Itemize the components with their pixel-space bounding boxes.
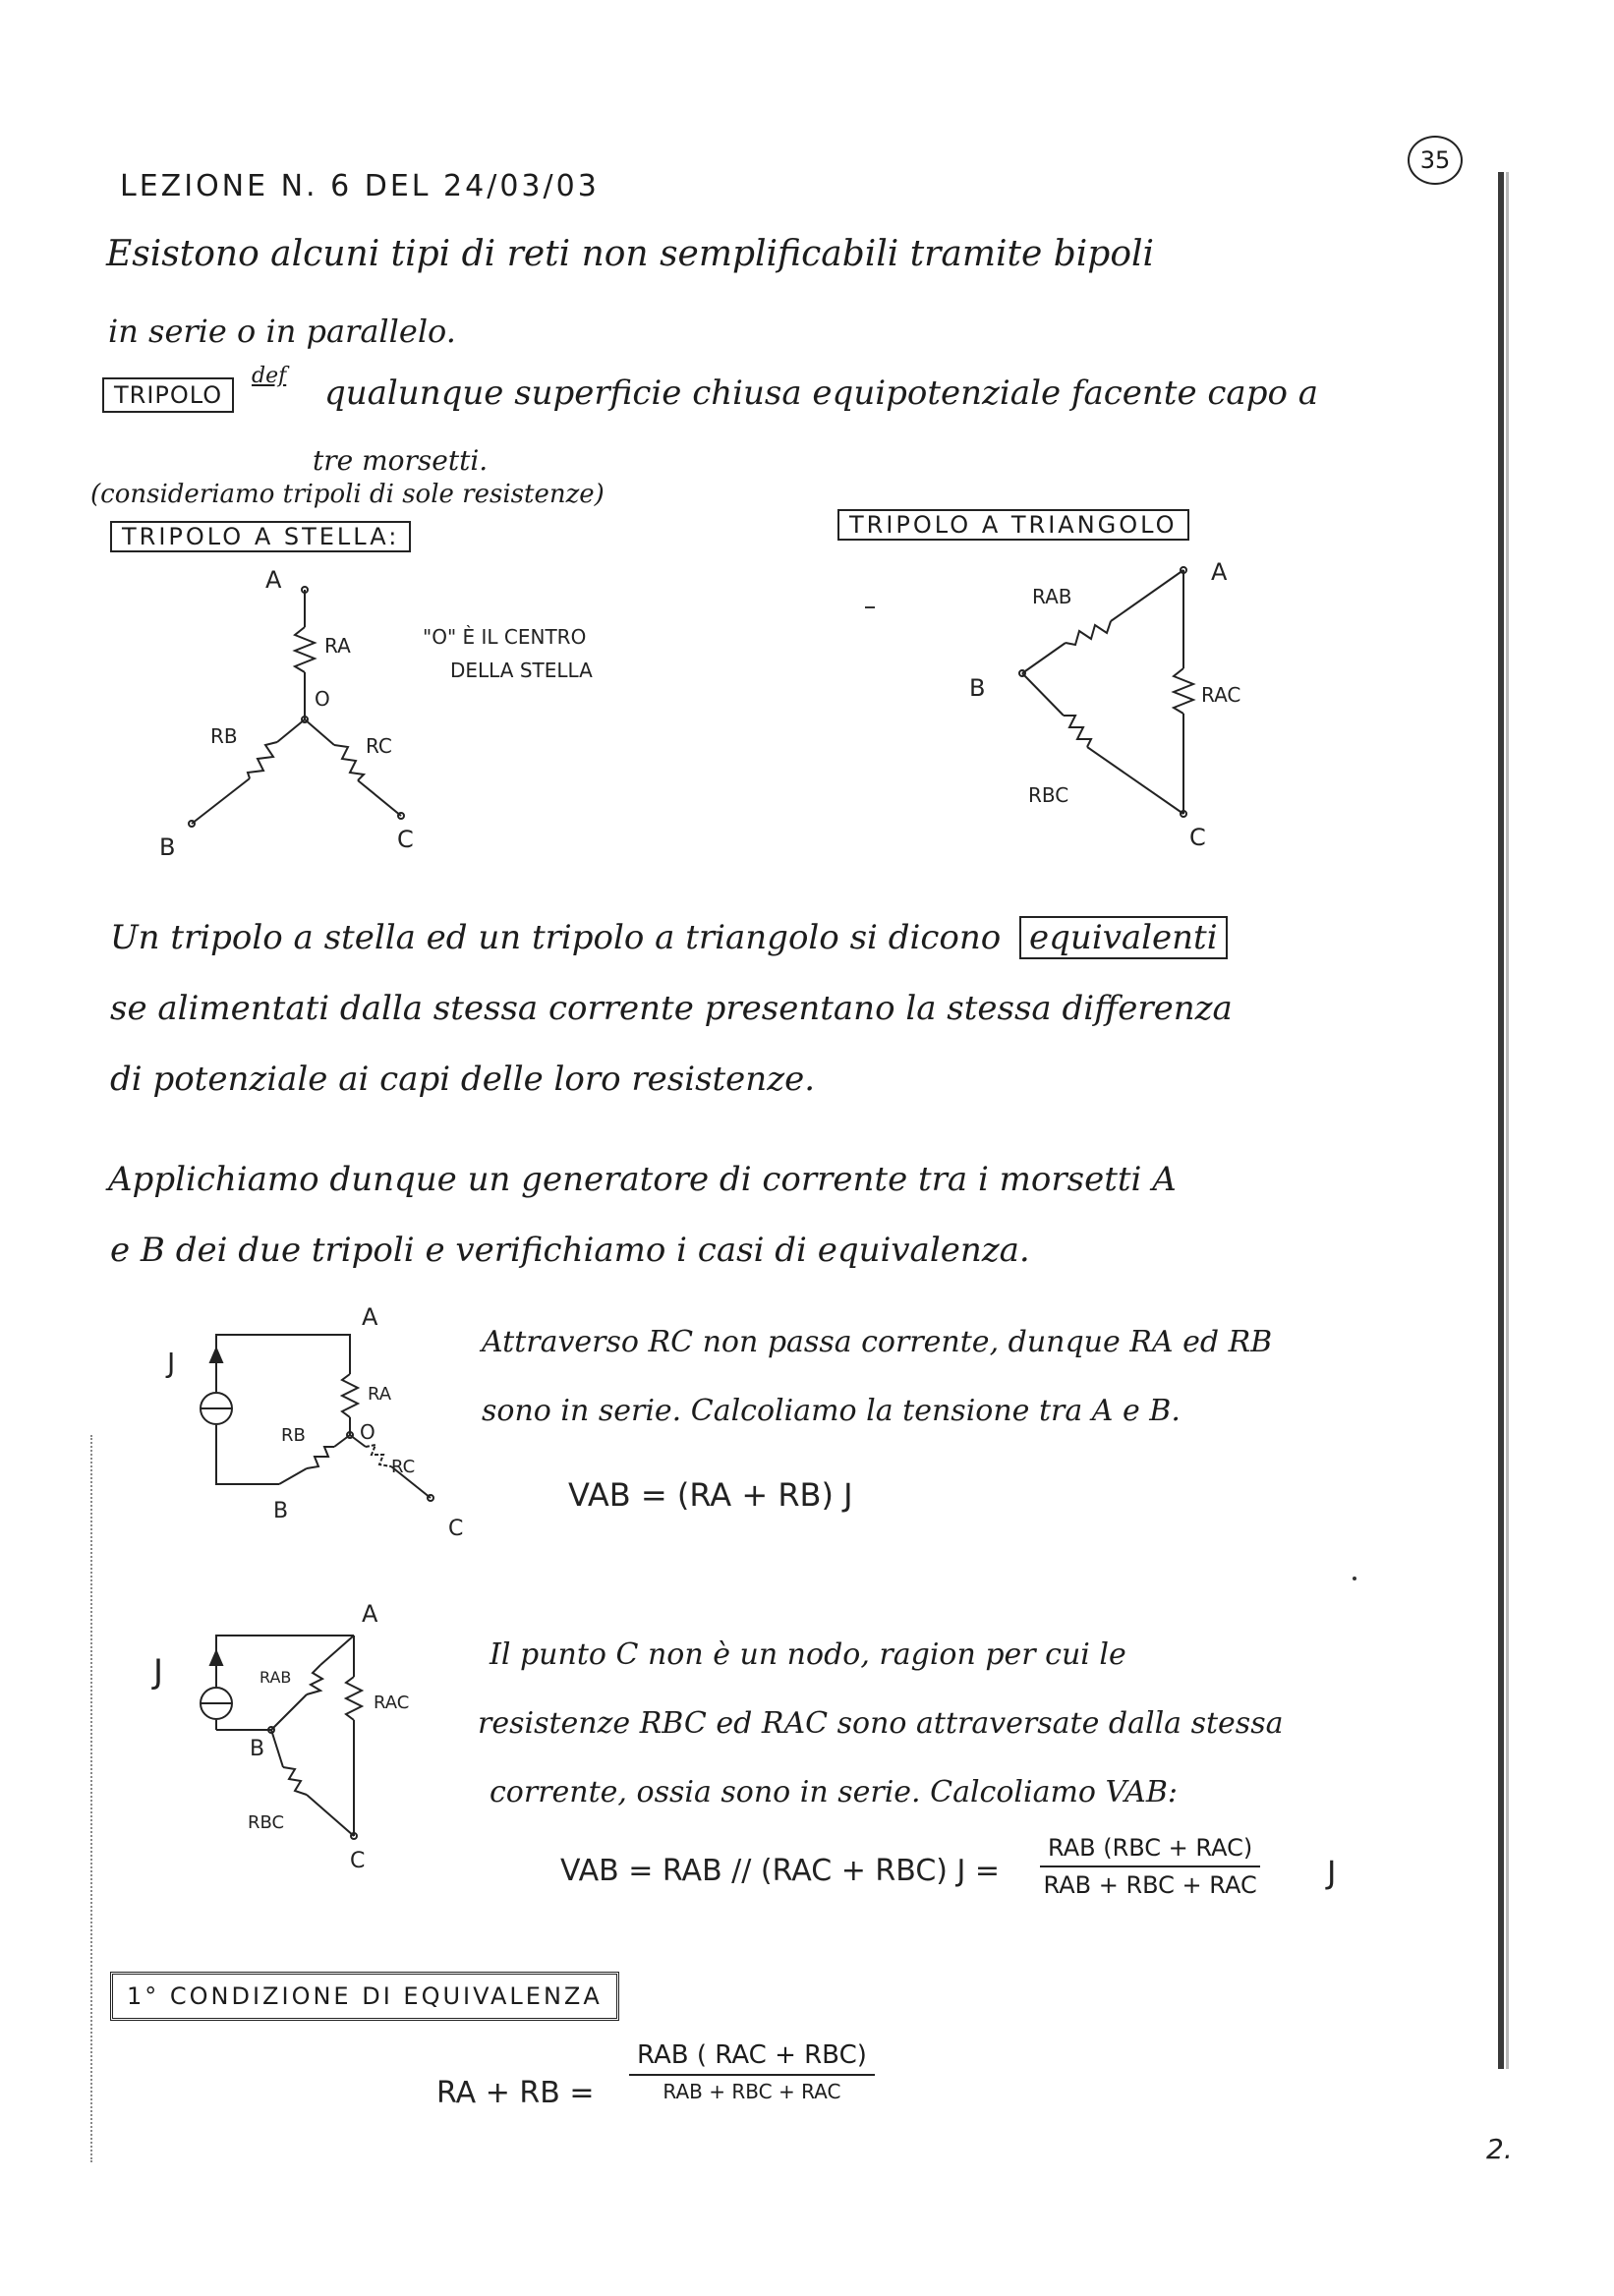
tripolo-tag: TRIPOLO (102, 377, 234, 413)
star-note-line-1: "O" È IL CENTRO (423, 625, 587, 649)
c1-node-a: A (362, 1303, 378, 1331)
star-diagram (147, 570, 472, 865)
resistor-rb (248, 742, 277, 778)
equivalence-line-1 (110, 918, 1228, 957)
resistor-ra (295, 627, 315, 672)
c1-label-ra: RA (368, 1384, 392, 1405)
stray-dash (865, 606, 875, 608)
triangle-node-c: C (1189, 824, 1206, 851)
circuit-2-text-line-1: Il punto C non è un nodo, ragion per cui le (490, 1637, 1126, 1672)
condition-1-denominator: RAB + RBC + RAC (663, 2080, 841, 2103)
triangle-label-rab: RAB (1032, 585, 1072, 608)
equivalence-line-3: di potenziale ai capi delle loro resistenze. (110, 1060, 816, 1099)
resistor-rc (334, 745, 364, 780)
page-edge-shadow (1506, 172, 1509, 2069)
triangle-label-rbc: RBC (1028, 783, 1069, 807)
star-node-c: C (397, 826, 414, 853)
apply-line-1: Applichiamo dunque un generatore di corrente tra i morsetti A (108, 1160, 1177, 1199)
star-node-o: O (315, 687, 330, 711)
condition-1-fraction (629, 2040, 875, 2103)
equivalence-line-1-text: Un tripolo a stella ed un tripolo a triangolo si dicono (110, 918, 1002, 957)
c1-label-j: J (167, 1347, 176, 1379)
intro-line-2: in serie o in parallelo. (108, 313, 456, 350)
triangle-label-rac: RAC (1201, 683, 1241, 707)
circuit-2-formula-numerator: RAB (RBC + RAC) (1040, 1834, 1260, 1867)
intro-line-1: Esistono alcuni tipi di reti non semplificabili tramite bipoli (106, 234, 1155, 274)
star-label-ra: RA (324, 634, 351, 658)
triangle-node-b: B (969, 674, 986, 702)
def-mark: def (252, 364, 287, 388)
page-number: 35 (1408, 136, 1463, 185)
triangle-node-a: A (1211, 558, 1228, 586)
c1-label-rb: RB (281, 1425, 306, 1446)
condition-1-title: 1° CONDIZIONE DI EQUIVALENZA (110, 1972, 619, 2021)
c2-label-rbc: RBC (248, 1812, 285, 1833)
apply-line-2: e B dei due tripoli e verifichiamo i casi di equivalenza. (110, 1231, 1030, 1270)
lesson-title: LEZIONE N. 6 DEL 24/03/03 (120, 169, 600, 203)
c1-node-c: C (448, 1517, 464, 1541)
triangle-diagram (944, 550, 1258, 865)
circuit-1-formula: VAB = (RA + RB) J (568, 1476, 853, 1514)
circuit-2-text-line-3: corrente, ossia sono in serie. Calcoliamo VAB: (490, 1775, 1178, 1809)
c1-resistor-ra (342, 1374, 358, 1417)
star-node-a: A (265, 570, 282, 594)
c2-label-j: J (153, 1652, 164, 1692)
c1-node-o: O (360, 1420, 375, 1444)
equivalence-keyword: equivalenti (1019, 916, 1228, 959)
circuit-2-formula-lhs: VAB = RAB // (RAC + RBC) J = (560, 1854, 1001, 1888)
circuit-2-formula-fraction (1040, 1834, 1260, 1899)
c2-label-rac: RAC (374, 1693, 410, 1713)
star-node-b: B (159, 833, 176, 861)
margin-dots (90, 1435, 95, 2162)
star-note-line-2: DELLA STELLA (450, 659, 593, 682)
c2-node-b: B (250, 1737, 265, 1761)
condition-1-lhs: RA + RB = (436, 2076, 595, 2110)
triangle-title: TRIPOLO A TRIANGOLO (837, 509, 1189, 541)
footer-mark: 2. (1486, 2133, 1513, 2165)
tripolo-definition-line-2: tre morsetti. (313, 444, 489, 477)
c2-resistor-rac (346, 1677, 362, 1720)
page-edge-line (1498, 172, 1504, 2069)
equivalence-line-2: se alimentati dalla stessa corrente presentano la stessa differenza (110, 989, 1233, 1028)
stray-dot (1353, 1577, 1356, 1580)
c2-node-a: A (362, 1600, 378, 1628)
circuit-1-text-line-2: sono in serie. Calcoliamo la tensione tra A e B. (482, 1394, 1181, 1428)
circuit-2-diagram (147, 1592, 413, 1877)
tripolo-definition-line-1: qualunque superficie chiusa equipotenziale facente capo a (324, 373, 1319, 413)
resistor-rac (1174, 668, 1193, 714)
resistor-rab (1066, 621, 1111, 645)
condition-1-numerator: RAB ( RAC + RBC) (629, 2040, 875, 2076)
circuit-1-text-line-1: Attraverso RC non passa corrente, dunque RA ed RB (482, 1325, 1273, 1359)
circuit-1-diagram (157, 1297, 482, 1573)
c2-node-c: C (350, 1849, 366, 1873)
c2-label-rab: RAB (259, 1668, 292, 1687)
c1-label-rc: RC (391, 1457, 416, 1477)
c2-resistor-rab (307, 1665, 322, 1694)
star-title: TRIPOLO A STELLA: (110, 521, 411, 552)
star-label-rc: RC (366, 734, 392, 758)
star-label-rb: RB (210, 724, 238, 748)
c1-node-b: B (273, 1499, 289, 1523)
resistor-rbc (1064, 716, 1091, 747)
circuit-2-formula-tail: J (1327, 1854, 1337, 1891)
circuit-2-formula-denominator: RAB + RBC + RAC (1043, 1871, 1257, 1899)
c1-resistor-rc (366, 1445, 391, 1466)
c2-resistor-rbc (283, 1767, 307, 1795)
c1-resistor-rb (307, 1447, 334, 1468)
resistance-note: (consideriamo tripoli di sole resistenze) (90, 480, 605, 509)
circuit-2-text-line-2: resistenze RBC ed RAC sono attraversate dalla stessa (478, 1706, 1284, 1741)
